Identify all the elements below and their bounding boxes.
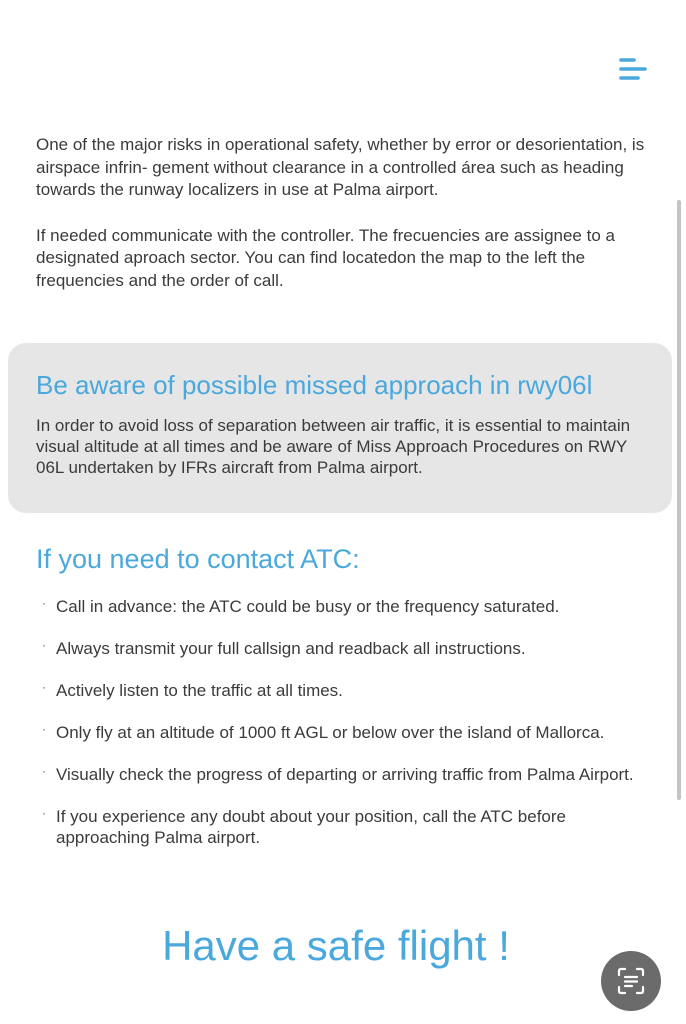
contact-atc-title: If you need to contact ATC: <box>36 544 360 574</box>
list-item <box>40 638 640 659</box>
intro-paragraph-airspace: One of the major risks in operational safety, whether by error or desorientation, is airspace infrin- gement without clearance in a controlled área such as heading towards the runway localizers in use at Palma airport. <box>36 135 645 199</box>
list-item <box>40 764 640 785</box>
bullet-icon: · <box>42 764 46 778</box>
list-item <box>40 680 640 701</box>
list-item <box>40 722 640 743</box>
list-item <box>40 596 640 617</box>
bullet-icon: · <box>42 680 46 694</box>
tip-text: Actively listen to the traffic at all times. <box>56 681 343 700</box>
bullet-icon: · <box>42 638 46 652</box>
tip-text: Always transmit your full callsign and readback all instructions. <box>56 639 526 658</box>
bullet-icon: · <box>42 596 46 610</box>
tip-text: Visually check the progress of departing or arriving traffic from Palma Airport. <box>56 765 634 784</box>
warning-title: Be aware of possible missed approach in rwy06l <box>36 370 593 400</box>
bullet-icon: · <box>42 806 46 820</box>
bullet-icon: · <box>42 722 46 736</box>
text-scan-button[interactable] <box>601 951 661 1011</box>
missed-approach-warning-box <box>8 343 672 513</box>
warning-text: In order to avoid loss of separation between air traffic, it is essential to maintain visual altitude at all times and be aware of Miss Approach Procedures on RWY 06L undertaken by IFRs aircraft from Palma airport. <box>36 416 631 477</box>
tip-text: If you experience any doubt about your position, call the ATC before approaching Palma airport. <box>56 807 566 847</box>
text-scan-icon <box>616 966 646 996</box>
tip-text: Call in advance: the ATC could be busy or the frequency saturated. <box>56 597 560 616</box>
farewell-heading: Have a safe flight ! <box>162 922 510 969</box>
atc-tips-list <box>40 596 640 869</box>
list-item <box>40 806 640 848</box>
tip-text: Only fly at an altitude of 1000 ft AGL or below over the island of Mallorca. <box>56 723 605 742</box>
menu-button[interactable] <box>616 56 650 84</box>
intro-section <box>36 134 648 315</box>
intro-paragraph-frequencies: If needed communicate with the controller. The frecuencies are assignee to a designated aproach sector. You can find locatedon the map to the left the frequencies and the order of call. <box>36 225 615 290</box>
menu-lines-icon <box>616 56 650 84</box>
scrollbar[interactable] <box>677 200 681 800</box>
